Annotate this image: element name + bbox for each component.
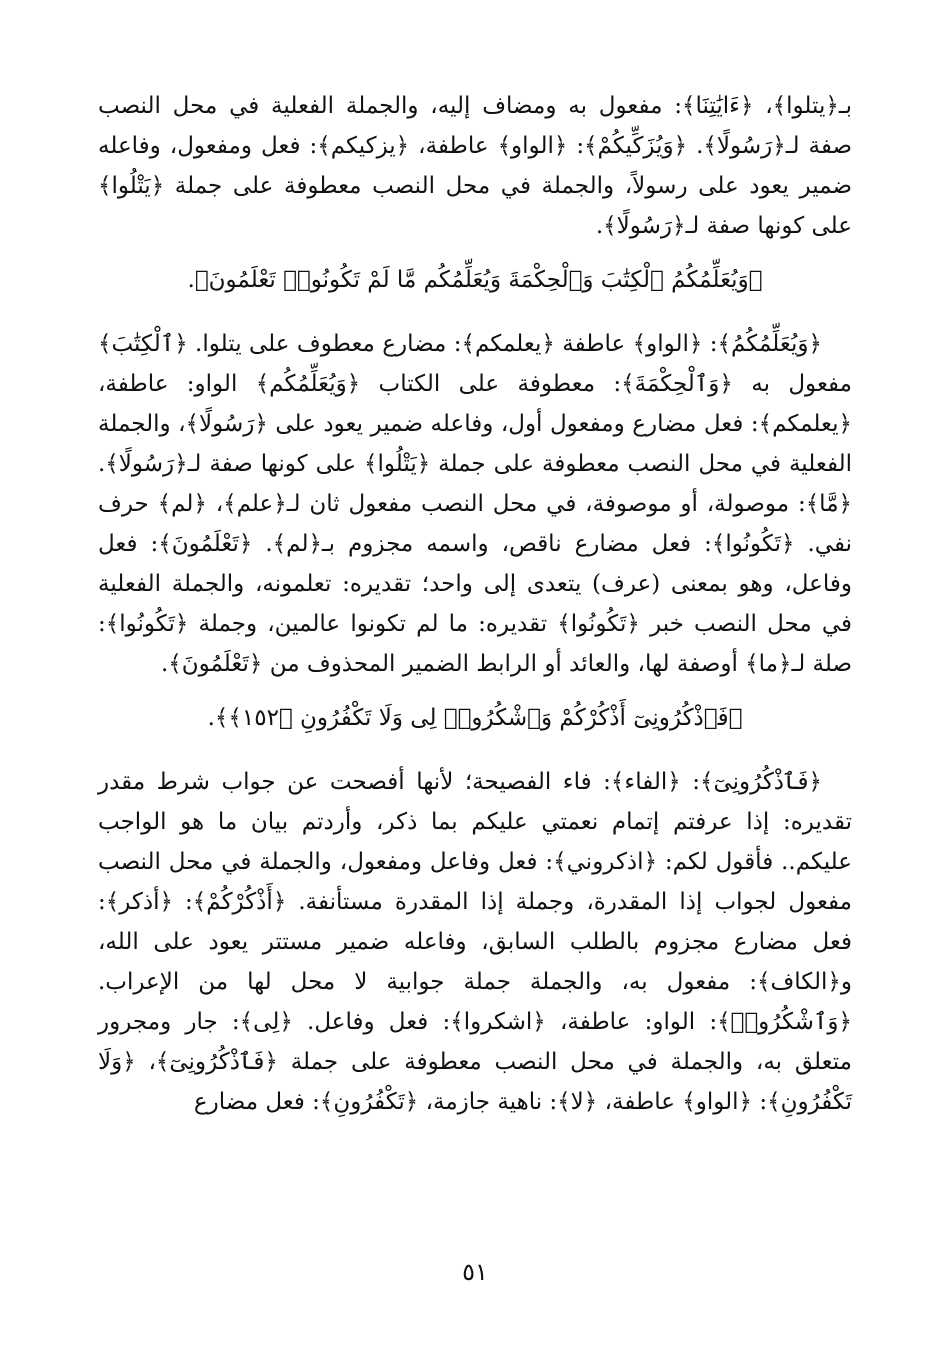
paragraph-1: بـ﴿يتلوا﴾، ﴿ءَايَٰتِنَا﴾: مفعول به ومضاف إليه، والجملة الفعلية في محل النصب صفة لـ﴿رَسُولًا﴾. ﴿وَيُزَكِّيكُمْ﴾: ﴿الواو﴾ عاطفة، ﴿يزكيكم﴾: فعل ومفعول، وفاعله ضمير يعود على رسولاً، والجملة في محل النصب معطوفة على جملة ﴿يَتْلُوا﴾ على كونها صفة لـ﴿رَسُولًا﴾. — [98, 93, 852, 239]
verse-2: ﴿فَٱذْكُرُونِىٓ أَذْكُرْكُمْ وَٱشْكُرُوا۟ لِى وَلَا تَكْفُرُونِ ﴿١٥٢﴾﴾. — [207, 705, 743, 731]
paragraph-3: ﴿فَٱذْكُرُونِىٓ﴾: ﴿الفاء﴾: فاء الفصيحة؛ لأنها أفصحت عن جواب شرط مقدر تقديره: إذا عرفتم إتمام نعمتي عليكم بما ذكر، وأردتم بيان ما هو الواجب عليكم.. فأقول لكم: ﴿اذكروني﴾: فعل وفاعل ومفعول، والجملة في محل النصب مفعول لجواب إذا المقدرة، وجملة إذا المقدرة مستأنفة. ﴿أَذْكُرْكُمْ﴾: ﴿أذكر﴾: فعل مضارع مجزوم بالطلب السابق، وفاعله ضمير مستتر يعود على الله، و﴿الكاف﴾: مفعول به، والجملة جملة جوابية لا محل لها من الإعراب. ﴿وَٱشْكُرُوا۟﴾: الواو: عاطفة، ﴿اشكروا﴾: فعل وفاعل. ﴿لِى﴾: جار ومجرور متعلق به، والجملة في محل النصب معطوفة على جملة ﴿فَٱذْكُرُونِىٓ﴾، ﴿وَلَا تَكْفُرُونِ﴾: ﴿الواو﴾ عاطفة، ﴿لا﴾: ناهية جازمة، ﴿تَكْفُرُونِ﴾: فعل مضارع — [98, 769, 852, 1115]
verse-1: ﴿وَيُعَلِّمُكُمُ ٱلْكِتَٰبَ وَٱلْحِكْمَةَ وَيُعَلِّمُكُم مَّا لَمْ تَكُونُوا۟ تَعْلَمُونَ﴾. — [187, 267, 763, 293]
paragraph-2: ﴿وَيُعَلِّمُكُمُ﴾: ﴿الواو﴾ عاطفة ﴿يعلمكم﴾: مضارع معطوف على يتلوا. ﴿ٱلْكِتَٰبَ﴾ مفعول به ﴿وَٱلْحِكْمَةَ﴾: معطوفة على الكتاب ﴿وَيُعَلِّمُكُم﴾ الواو: عاطفة، ﴿يعلمكم﴾: فعل مضارع ومفعول أول، وفاعله ضمير يعود على ﴿رَسُولًا﴾، والجملة الفعلية في محل النصب معطوفة على جملة ﴿يَتْلُوا﴾ على كونها صفة لـ﴿رَسُولًا﴾. ﴿مَّا﴾: موصولة، أو موصوفة، في محل النصب مفعول ثان لـ﴿علم﴾، ﴿لم﴾ حرف نفي. ﴿تَكُونُوا﴾: فعل مضارع ناقص، واسمه مجزوم بـ﴿لم﴾. ﴿تَعْلَمُونَ﴾: فعل وفاعل، وهو بمعنى (عرف) يتعدى إلى واحد؛ تقديره: تعلمونه، والجملة الفعلية في محل النصب خبر ﴿تَكُونُوا﴾ تقديره: ما لم تكونوا عالمين، وجملة ﴿تَكُونُوا﴾: صلة لـ﴿ما﴾ أوصفة لها، والعائد أو الرابط الضمير المحذوف من ﴿تَعْلَمُونَ﴾. — [98, 331, 852, 677]
page-number: ٥١ — [462, 1258, 488, 1286]
page-content — [98, 86, 852, 1132]
